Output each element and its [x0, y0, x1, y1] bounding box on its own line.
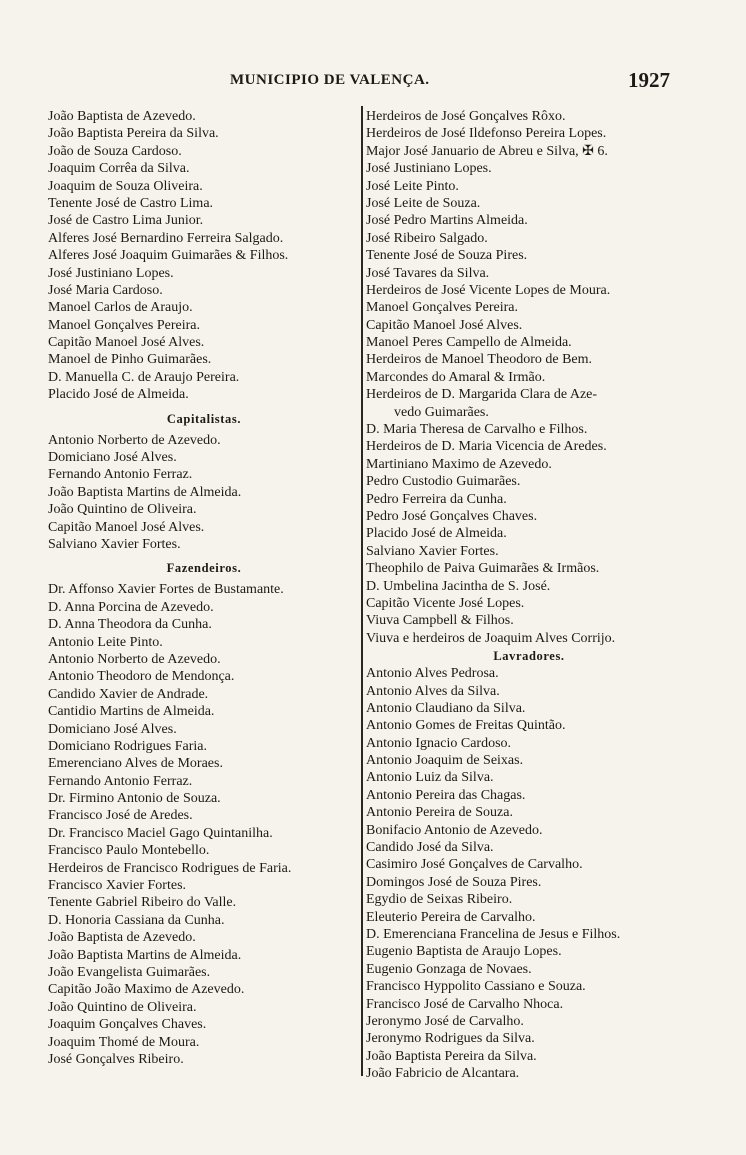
list-item: D. Anna Theodora da Cunha.: [48, 617, 212, 633]
list-item: Alferes José Bernardino Ferreira Salgado.: [48, 230, 284, 246]
list-item: Manoel Peres Campello de Almeida.: [366, 335, 572, 351]
list-item: Egydio de Seixas Ribeiro.: [366, 892, 513, 908]
list-item: Antonio Gomes de Freitas Quintão.: [366, 718, 566, 734]
list-item: Alferes José Joaquim Guimarães & Filhos.: [48, 248, 289, 264]
page-header: [0, 68, 746, 94]
list-item: José Pedro Martins Almeida.: [366, 213, 528, 229]
list-item: João Quintino de Oliveira.: [48, 502, 197, 518]
lavradores-list: [366, 665, 692, 1082]
list-item: Herdeiros de José Vicente Lopes de Moura.: [366, 282, 611, 298]
list-item: Pedro José Gonçalves Chaves.: [366, 508, 538, 524]
list-item: José Leite de Souza.: [366, 195, 481, 211]
list-item: Bonifacio Antonio de Azevedo.: [366, 822, 543, 838]
list-item: Francisco Paulo Montebello.: [48, 843, 210, 859]
list-item: Cantidio Martins de Almeida.: [48, 704, 215, 720]
list-item: Candido José da Silva.: [366, 840, 494, 856]
list-item: Domiciano José Alves.: [48, 721, 177, 737]
list-item: Domiciano José Alves.: [48, 450, 177, 466]
section-heading-lavradores: Lavradores.: [493, 649, 565, 664]
list-item: Antonio Pereira das Chagas.: [366, 787, 526, 803]
list-item: Antonio Norberto de Azevedo.: [48, 432, 221, 448]
list-item: Francisco Xavier Fortes.: [48, 878, 187, 894]
list-item: João Baptista Pereira da Silva.: [366, 1048, 537, 1064]
list-item: João Baptista Pereira da Silva.: [48, 126, 219, 142]
list-item: João Quintino de Oliveira.: [48, 999, 197, 1015]
list-item: José Justiniano Lopes.: [366, 161, 492, 177]
list-item: Antonio Theodoro de Mendonça.: [48, 669, 235, 685]
list-item: Manoel de Pinho Guimarães.: [48, 352, 212, 368]
list-item: Joaquim Gonçalves Chaves.: [48, 1017, 207, 1033]
list-item: João Baptista Martins de Almeida.: [48, 484, 242, 500]
list-item: João de Souza Cardoso.: [48, 143, 182, 159]
list-item: Francisco Hyppolito Cassiano e Souza.: [366, 979, 586, 995]
list-item: Dr. Firmino Antonio de Souza.: [48, 791, 221, 807]
list-item: Capitão Manoel José Alves.: [366, 317, 523, 333]
list-item: João Baptista Martins de Almeida.: [48, 947, 242, 963]
list-item: D. Emerenciana Francelina de Jesus e Filhos.: [366, 926, 621, 942]
list-item: João Baptista de Azevedo.: [48, 109, 196, 124]
list-item: Pedro Ferreira da Cunha.: [366, 491, 507, 507]
list-item: José de Castro Lima Junior.: [48, 213, 204, 229]
list-item: Jeronymo José de Carvalho.: [366, 1013, 524, 1029]
list-item: João Fabricio de Alcantara.: [366, 1066, 520, 1082]
list-item: Herdeiros de D. Maria Vicencia de Aredes.: [366, 439, 607, 455]
list-item: Antonio Alves da Silva.: [366, 683, 500, 699]
list-item: Antonio Ignacio Cardoso.: [366, 735, 512, 751]
list-item: Manoel Gonçalves Pereira.: [366, 300, 518, 316]
list-item: Fernando Antonio Ferraz.: [48, 467, 193, 483]
list-item: Placido José de Almeida.: [48, 387, 189, 403]
section-heading-fazendeiros: Fazendeiros.: [166, 561, 242, 576]
list-item: Marcondes do Amaral & Irmão.: [366, 369, 546, 385]
list-item: D. Maria Theresa de Carvalho e Filhos.: [366, 422, 588, 438]
list-item: Viuva e herdeiros de Joaquim Alves Corrijo.: [366, 630, 616, 646]
list-item: Tenente Gabriel Ribeiro do Valle.: [48, 895, 237, 911]
list-item: José Maria Cardoso.: [48, 282, 163, 298]
list-item: Capitão João Maximo de Azevedo.: [48, 982, 245, 998]
list-item: Antonio Leite Pinto.: [48, 634, 163, 650]
list-item: D. Anna Porcina de Azevedo.: [48, 599, 214, 615]
list-item: Herdeiros de José Gonçalves Rôxo.: [366, 109, 566, 124]
list-item: José Leite Pinto.: [366, 178, 459, 194]
list-item: José Justiniano Lopes.: [48, 265, 174, 281]
list-item: Theophilo de Paiva Guimarães & Irmãos.: [366, 561, 600, 577]
list-item: Major José Januario de Abreu e Silva, ✠ 6.: [366, 143, 608, 159]
list-item: Herdeiros de Manoel Theodoro de Bem.: [366, 352, 593, 368]
list-item: Dr. Francisco Maciel Gago Quintanilha.: [48, 825, 273, 841]
list-item: Tenente José de Castro Lima.: [48, 195, 214, 211]
list-item: Joaquim de Souza Oliveira.: [48, 178, 203, 194]
list-item: Eleuterio Pereira de Carvalho.: [366, 909, 536, 925]
list-item: Francisco José de Aredes.: [48, 808, 193, 824]
list-item: Manoel Gonçalves Pereira.: [48, 317, 200, 333]
list-item: Francisco José de Carvalho Nhoca.: [366, 996, 564, 1012]
list-item: Domiciano Rodrigues Faria.: [48, 738, 208, 754]
list-item: Martiniano Maximo de Azevedo.: [366, 456, 552, 472]
list-item: Antonio Pereira de Souza.: [366, 805, 513, 821]
list-item: Viuva Campbell & Filhos.: [366, 613, 514, 629]
list-item: Dr. Affonso Xavier Fortes de Bustamante.: [48, 582, 284, 598]
list-item: Antonio Claudiano da Silva.: [366, 700, 526, 716]
list-item: vedo Guimarães.: [394, 404, 489, 420]
list-item: Jeronymo Rodrigues da Silva.: [366, 1031, 535, 1047]
fazendeiros-list: [48, 581, 360, 1068]
list-item: Herdeiros de D. Margarida Clara de Aze-: [366, 387, 598, 403]
list-item: Salviano Xavier Fortes.: [366, 543, 499, 559]
list-item: D. Manuella C. de Araujo Pereira.: [48, 369, 240, 385]
list-item: Salviano Xavier Fortes.: [48, 536, 181, 552]
right-column: [366, 108, 692, 1082]
list-item: Capitão Manoel José Alves.: [48, 335, 205, 351]
left-continued-list: [48, 108, 360, 404]
column-divider: [361, 106, 363, 1076]
list-item: Emerenciano Alves de Moraes.: [48, 756, 223, 772]
list-item: Antonio Alves Pedrosa.: [366, 666, 499, 682]
list-item: João Evangelista Guimarães.: [48, 964, 211, 980]
list-item: Tenente José de Souza Pires.: [366, 248, 528, 264]
list-item: D. Umbelina Jacintha de S. José.: [366, 578, 551, 594]
list-item: José Ribeiro Salgado.: [366, 230, 488, 246]
page-title: MUNICIPIO DE VALENÇA.: [230, 72, 430, 88]
list-item: Capitão Manoel José Alves.: [48, 519, 205, 535]
list-item: D. Honoria Cassiana da Cunha.: [48, 912, 225, 928]
list-item: José Tavares da Silva.: [366, 265, 490, 281]
list-item: Joaquim Thomé de Moura.: [48, 1034, 200, 1050]
list-item: Eugenio Baptista de Araujo Lopes.: [366, 944, 562, 960]
section-heading-capitalistas: Capitalistas.: [166, 411, 242, 426]
capitalistas-list: [48, 432, 360, 554]
list-item: Joaquim Corrêa da Silva.: [48, 161, 190, 177]
list-item: Eugenio Gonzaga de Novaes.: [366, 961, 532, 977]
list-item: Manoel Carlos de Araujo.: [48, 300, 193, 316]
page-number: 1927: [628, 68, 670, 92]
list-item: Candido Xavier de Andrade.: [48, 686, 209, 702]
list-item: João Baptista de Azevedo.: [48, 930, 196, 946]
list-item: Antonio Norberto de Azevedo.: [48, 651, 221, 667]
right-continued-list: [366, 108, 692, 647]
list-item: Placido José de Almeida.: [366, 526, 507, 542]
list-item: Antonio Joaquim de Seixas.: [366, 753, 524, 769]
list-item: Herdeiros de José Ildefonso Pereira Lopes.: [366, 126, 607, 142]
list-item: Capitão Vicente José Lopes.: [366, 595, 525, 611]
list-item: Domingos José de Souza Pires.: [366, 874, 542, 890]
left-column: [48, 108, 360, 1068]
list-item: José Gonçalves Ribeiro.: [48, 1051, 184, 1067]
list-item: Pedro Custodio Guimarães.: [366, 474, 521, 490]
list-item: Antonio Luiz da Silva.: [366, 770, 494, 786]
list-item: Casimiro José Gonçalves de Carvalho.: [366, 857, 583, 873]
list-item: Herdeiros de Francisco Rodrigues de Faria.: [48, 860, 292, 876]
list-item: Fernando Antonio Ferraz.: [48, 773, 193, 789]
